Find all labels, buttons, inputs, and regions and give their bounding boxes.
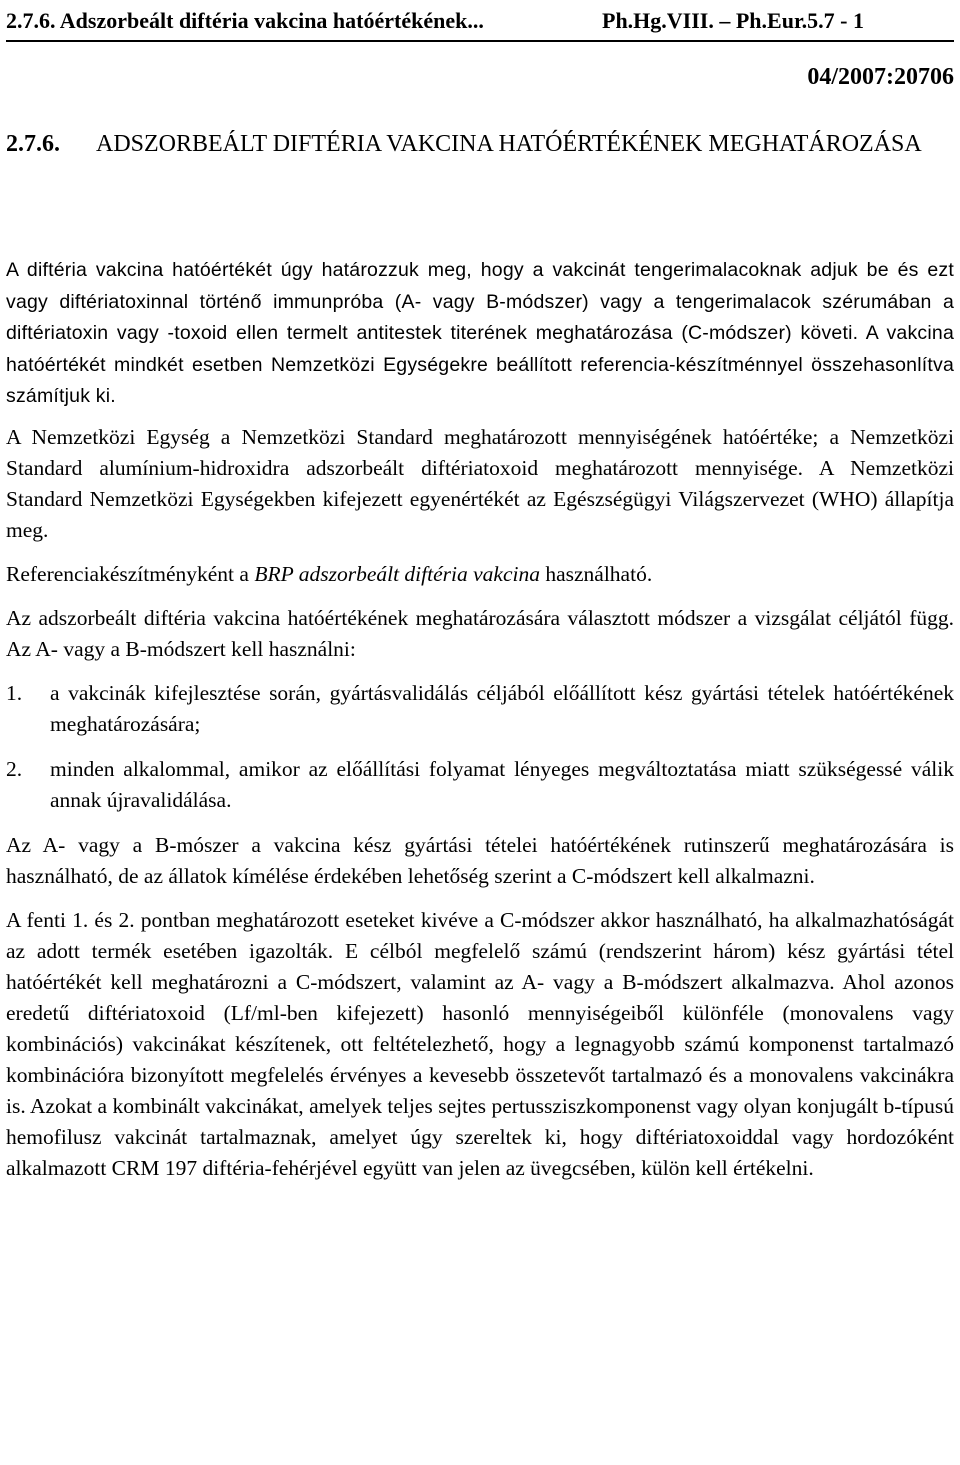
list-item <box>6 678 954 740</box>
list-item-text: a vakcinák kifejlesztése során, gyártásvalidálás céljából előállított kész gyártási tételek hatóértékének meghatározására; <box>50 680 954 736</box>
reference-prefix: Referenciakészítményként a <box>6 561 255 586</box>
paragraph-intro <box>6 255 954 413</box>
header-chapter-title: 2.7.6. Adszorbeált diftéria vakcina hatóértékének... <box>6 8 484 33</box>
section-number: 2.7.6. <box>6 131 60 157</box>
reference-name: BRP adszorbeált diftéria vakcina <box>254 561 540 586</box>
section-heading <box>6 128 954 160</box>
paragraph-intro-calc: A vakcina hatóértékét mindkét esetben Nemzetközi Egységekre beállított referencia-készítménnyel összehasonlítva számítjuk ki. <box>6 322 954 407</box>
list-item <box>6 754 954 816</box>
list-marker: 1. <box>6 680 23 705</box>
list-marker: 2. <box>6 756 23 781</box>
paragraph-routine: Az A- vagy a B-mószer a vakcina kész gyártási tételei hatóértékének rutinszerű meghatározására is használható, de az állatok kímélése érdekében lehetőség szerint a C-módszert kell alkalmazni. <box>6 832 954 888</box>
list-item-text: minden alkalommal, amikor az előállítási folyamat lényeges megváltoztatása miatt szükségessé válik annak újravalidálása. <box>50 756 954 812</box>
paragraph-c-method: A fenti 1. és 2. pontban meghatározott eseteket kivéve a C-módszer akkor használható, ha alkalmazhatóságát az adott termék esetében igazolták. E célból megfelelő számú (rendszerint három) kész gyártási tétel hatóértékét kell meghatározni a C-módszert, valamint az A- vagy a B-módszert alkalmazva. Ahol azonos eredetű diftériatoxoid (Lf/ml-ben kifejezett) hasonló mennyiségeiből különféle (monovalens vagy kombinációs) vakcinákat készítenek, ott feltételezhető, hogy a legnagyobb számú komponenst tartalmazó kombinációra bizonyított megfelelés érvényes a kevesebb összetevőt tartalmazó és a monovalens vakcinákra is. Azokat a kombinált vakcinákat, amelyek teljes sejtes pertussziszkomponenst vagy olyan konjugált b-típusú hemofilusz vakcinát tartalmaznak, amelyet úgy szereltek ki, hogy diftériatoxoiddal vagy hordozóként alkalmazott CRM 197 diftéria-fehérjével együtt van jelen az üvegcsében, külön kell értékelni. <box>6 907 954 1180</box>
header-pharmacopoeia-ref: Ph.Hg.VIII. – Ph.Eur.5.7 - 1 <box>602 8 865 33</box>
document-code: 04/2007:20706 <box>807 64 954 90</box>
paragraph-international-unit: A Nemzetközi Egység a Nemzetközi Standard meghatározott mennyiségének hatóértéke; a Nemzetközi Standard alumínium-hidroxidra adszorbeált diftériatoxoid meghatározott mennyisége. A Nemzetközi Standard Nemzetközi Egységekben kifejezett egyenértékét az Egészségügyi Világszervezet (WHO) állapítja meg. <box>6 424 954 542</box>
reference-suffix: használható. <box>539 561 653 586</box>
paragraph-method-choice: Az adszorbeált diftéria vakcina hatóértékének meghatározására választott módszer a vizsgálat céljától függ. Az A- vagy a B-módszert kell használni: <box>6 605 954 661</box>
body-text <box>6 255 954 1197</box>
paragraph-reference <box>6 559 954 590</box>
running-header <box>6 6 954 42</box>
paragraph-intro-text: A diftéria vakcina hatóértékét úgy határozzuk meg, hogy a vakcinát tengerimalacoknak adjuk be és ezt vagy diftériatoxinnal történő immunpróba (A- vagy B-módszer) vagy a tengerimalacok szérumában a diftériatoxin vagy -toxoid ellen termelt antitestek titerének meghatározása (C-módszer) követi. <box>6 259 954 344</box>
section-title: ADSZORBEÁLT DIFTÉRIA VAKCINA HATÓÉRTÉKÉNEK MEGHATÁROZÁSA <box>96 131 922 157</box>
